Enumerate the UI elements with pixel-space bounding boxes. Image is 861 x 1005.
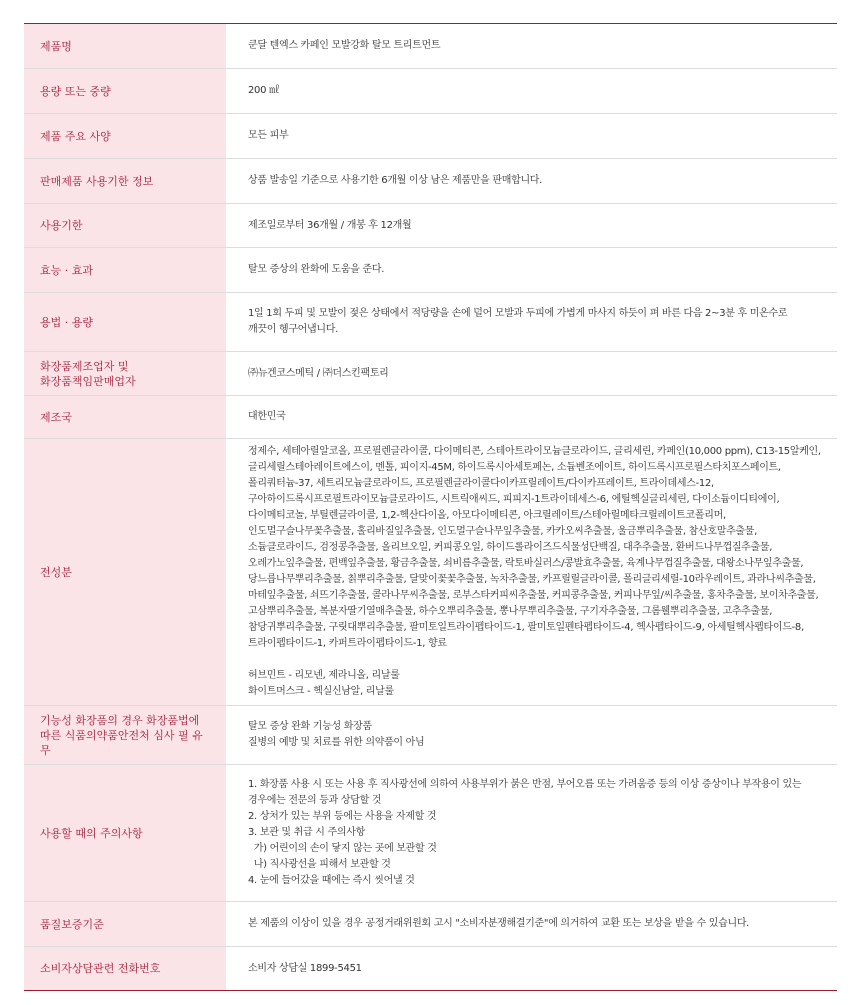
table-row bbox=[24, 69, 837, 114]
row-label: 용량 또는 중량 bbox=[24, 69, 226, 114]
product-info-table bbox=[24, 23, 837, 991]
row-value: 제조일로부터 36개월 / 개봉 후 12개월 bbox=[226, 204, 837, 248]
table-row bbox=[24, 765, 837, 902]
table-row bbox=[24, 24, 837, 69]
product-info-table-wrapper bbox=[24, 23, 837, 991]
row-label: 제조국 bbox=[24, 396, 226, 439]
table-row bbox=[24, 947, 837, 991]
scent-note: 허브민트 - 리모넨, 제라니올, 리날룰 bbox=[248, 670, 400, 681]
table-row bbox=[24, 352, 837, 396]
ingredients-list: 정제수, 세테아릴알코올, 프로필렌글라이콜, 다이메티콘, 스테아트라이모늄클로라이드, 글리세린, 카페인(10,000 ppm), C13-15알케인, 글리세릴스테아레이트에스이, 멘톨, 피이지-45M, 하이드록시아세토페논, 소듐벤조에이트, 하이드록시프로필스타치포스페이트, 폴리쿼터늄-37, 세트리모늄클로라이드, 프로필렌글라이콜다이카프릴레이트/다이카프레이트, 트라이데세스-12, 구아하이드록시프로필트라이모늄클로라이드, 시트릭애씨드, 피피지-1트라이데세스-6, 에틸헥실글리세린, 다이소듐이디티에이, 다이메티코놀, 부틸렌글라이콜, 1,2-헥산다이올, 아모다이메티콘, 아크릴레이트/스테아릴메타크릴레이트코폴리머, 인도멀구슬나무꽃추출물, 홀리바질잎추출물, 인도멀구슬나무잎추출물, 카카오씨추출물, 울금뿌리추출물, 참산호말추출물, 소듐클로라이드, 검정콩추출물, 올리브오일, 커피콩오일, 하이드롤라이즈드식물성단백질, 대추추출물, 환버드나무껍질추출물, 오레가노잎추출물, 편백잎추출물, 황금추출물, 쇠비름추출물, 락토바실러스/콩발효추출물, 육계나무껍질추출물, 대왕소나무잎추출물, 당느릅나무뿌리추출물, 칡뿌리추출물, 달맞이꽃꽃추출물, 녹차추출물, 카프릴릴글라이콜, 폴리글리세릴-10라우레이트, 과라나씨추출물, 마테잎추출물, 쇠뜨기추출물, 콜라나무씨추출물, 로부스타커피씨추출물, 커피콩추출물, 커피나무잎/씨추출물, 홍차추출물, 보이차추출물, 고삼뿌리추출물, 복분자딸기열매추출물, 하수오뿌리추출물, 뽕나무뿌리추출물, 구기자추출물, 그롬웰뿌리추출물, 고추추출물, 참당귀뿌리추출물, 구릿대뿌리추출물, 팔미토일트라이펩타이드-1, 팔미토일펜타펩타이드-4, 헥사펩타이드-9, 아세틸헥사펩타이드-8, 트라이펩타이드-1, 카퍼트라이펩타이드-1, 향료 허브민트 - 리모넨, 제라니올, 리날룰 화이트머스크 - 헥실신남알, 리날룰 bbox=[226, 439, 837, 706]
row-value: 모든 피부 bbox=[226, 114, 837, 159]
table-row bbox=[24, 902, 837, 947]
label-line-2: 화장품책임판매업자 bbox=[40, 374, 136, 388]
row-label: 품질보증기준 bbox=[24, 902, 226, 947]
table-row bbox=[24, 706, 837, 765]
row-label: 사용할 때의 주의사항 bbox=[24, 765, 226, 902]
table-row bbox=[24, 439, 837, 706]
table-row bbox=[24, 293, 837, 352]
row-label: 효능 · 효과 bbox=[24, 248, 226, 293]
table-row bbox=[24, 114, 837, 159]
row-value: 대한민국 bbox=[226, 396, 837, 439]
table-row bbox=[24, 204, 837, 248]
table-row bbox=[24, 248, 837, 293]
row-label: 제품 주요 사양 bbox=[24, 114, 226, 159]
row-value: 탈모 증상 완화 기능성 화장품 질병의 예방 및 치료를 위한 의약품이 아님 bbox=[226, 706, 837, 765]
row-value: 본 제품의 이상이 있을 경우 공정거래위원회 고시 "소비자분쟁해결기준"에 의거하여 교환 또는 보상을 받을 수 있습니다. bbox=[226, 902, 837, 947]
row-value: 탈모 증상의 완화에 도움을 준다. bbox=[226, 248, 837, 293]
row-label bbox=[24, 706, 226, 765]
row-label: 전성분 bbox=[24, 439, 226, 706]
scent-note: 화이트머스크 - 헥실신남알, 리날룰 bbox=[248, 686, 394, 697]
table-row bbox=[24, 396, 837, 439]
row-value: ㈜뉴겐코스메틱 / ㈜더스킨팩토리 bbox=[226, 352, 837, 396]
row-value: 1일 1회 두피 및 모발이 젖은 상태에서 적당량을 손에 덜어 모발과 두피에 가볍게 마사지 하듯이 펴 바른 다음 2~3분 후 미온수로 깨끗이 헹구어냅니다. bbox=[226, 293, 837, 352]
row-label: 소비자상담관련 전화번호 bbox=[24, 947, 226, 991]
precautions-list: 1. 화장품 사용 시 또는 사용 후 직사광선에 의하여 사용부위가 붉은 반점, 부어오름 또는 가려움증 등의 이상 증상이나 부작용이 있는 경우에는 전문의 등과 상담할 것 2. 상처가 있는 부위 등에는 사용을 자제할 것 3. 보관 및 취급 시 주의사항 가) 어린이의 손이 닿지 않는 곳에 보관할 것 나) 직사광선을 피해서 보관할 것 4. 눈에 들어갔을 때에는 즉시 씻어낼 것 bbox=[226, 765, 837, 902]
table-row bbox=[24, 159, 837, 204]
label-line-1: 기능성 화장품의 경우 화장품법에 bbox=[40, 713, 200, 727]
row-label: 사용기한 bbox=[24, 204, 226, 248]
row-label bbox=[24, 352, 226, 396]
row-value: 200 ㎖ bbox=[226, 69, 837, 114]
row-value: 상품 발송일 기준으로 사용기한 6개월 이상 남은 제품만을 판매합니다. bbox=[226, 159, 837, 204]
row-label: 제품명 bbox=[24, 24, 226, 69]
row-label: 판매제품 사용기한 정보 bbox=[24, 159, 226, 204]
row-value: 소비자 상담실 1899-5451 bbox=[226, 947, 837, 991]
row-label: 용법 · 용량 bbox=[24, 293, 226, 352]
row-value: 쿤달 텐엑스 카페인 모발강화 탈모 트리트먼트 bbox=[226, 24, 837, 69]
label-line-1: 화장품제조업자 및 bbox=[40, 359, 129, 373]
label-line-2: 따른 식품의약품안전처 심사 필 유무 bbox=[40, 728, 203, 757]
